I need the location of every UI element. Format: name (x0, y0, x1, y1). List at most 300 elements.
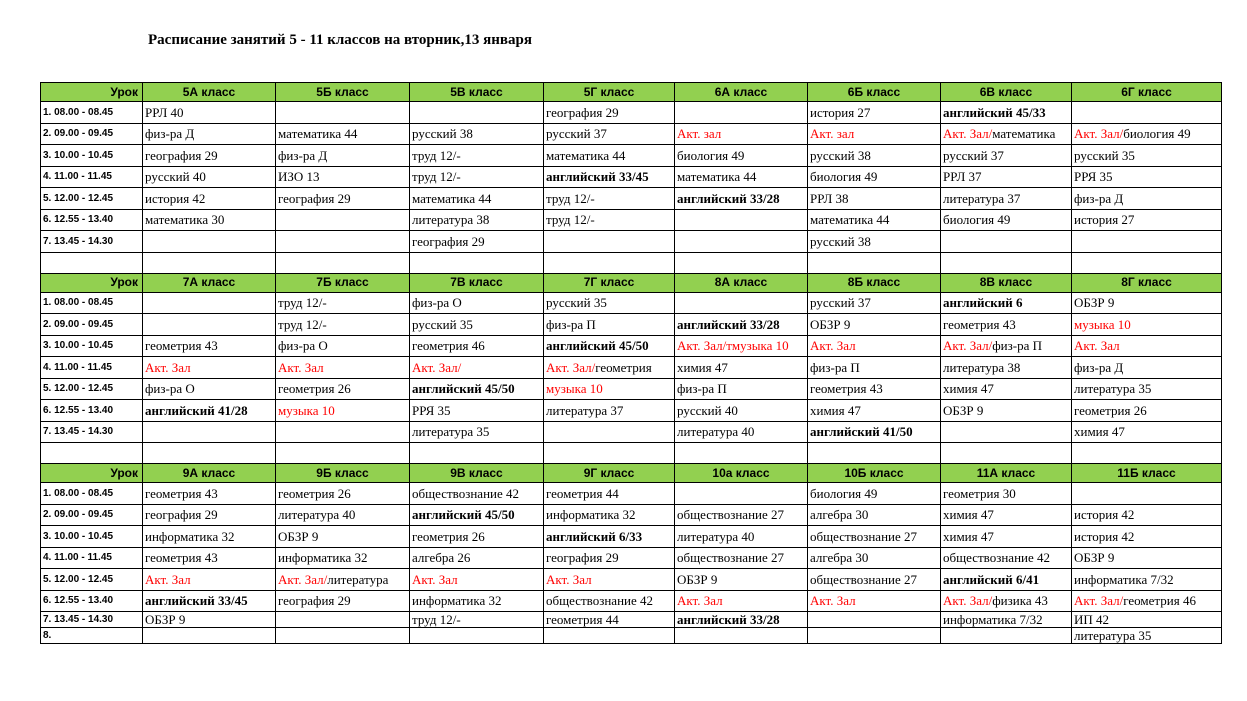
schedule-cell (410, 102, 544, 124)
subject-text: ОБЗР 9 (810, 316, 851, 332)
schedule-cell (544, 504, 675, 526)
class-column-header: 7Г класс (544, 273, 675, 292)
schedule-cell (1072, 166, 1222, 188)
subject-text: литература 40 (677, 528, 755, 544)
schedule-cell (808, 483, 941, 505)
schedule-cell (544, 102, 675, 124)
lesson-column-header: Урок (41, 83, 143, 102)
subject-text: русский 37 (943, 147, 1004, 163)
subject-text: Акт. Зал (546, 571, 592, 587)
schedule-cell (544, 335, 675, 357)
schedule-cell (410, 314, 544, 336)
lesson-time: 4. 11.00 - 11.45 (41, 357, 143, 379)
subject-text: геометрия 26 (412, 528, 485, 544)
subject-text: литература 38 (943, 359, 1021, 375)
schedule-cell (143, 483, 276, 505)
subject-text: РРЯ 35 (412, 402, 451, 418)
subject-text: химия 47 (810, 402, 861, 418)
schedule-cell (808, 569, 941, 591)
schedule-cell (1072, 547, 1222, 569)
schedule-table (40, 82, 1222, 644)
subject-text: русский 35 (1074, 147, 1135, 163)
subject-text: геометрия 30 (943, 485, 1016, 501)
subject-text: ОБЗР 9 (943, 402, 984, 418)
schedule-cell (808, 612, 941, 628)
schedule-cell (276, 231, 410, 253)
schedule-cell (675, 209, 808, 231)
subject-text: обществознание 42 (412, 485, 520, 501)
subject-text: Акт. Зал (810, 593, 856, 609)
schedule-cell (544, 590, 675, 612)
subject-text: труд 12/- (278, 295, 327, 311)
schedule-cell (941, 504, 1072, 526)
subject-text: физ-ра Д (1074, 359, 1124, 375)
schedule-cell (143, 188, 276, 210)
schedule-cell (1072, 102, 1222, 124)
schedule-cell (675, 292, 808, 314)
subject-text: информатика 7/32 (1074, 571, 1174, 587)
schedule-cell (941, 123, 1072, 145)
schedule-cell (1072, 569, 1222, 591)
subject-text: музыка 10 (546, 381, 603, 397)
subject-text: Акт. Зал (145, 359, 191, 375)
schedule-cell (808, 590, 941, 612)
schedule-cell (808, 526, 941, 548)
subject-text: Акт. Зал/тмузыка 10 (677, 338, 789, 354)
schedule-cell (808, 102, 941, 124)
block-header-row (41, 464, 1222, 483)
class-column-header: 10а класс (675, 464, 808, 483)
lesson-row (41, 504, 1222, 526)
lesson-row (41, 569, 1222, 591)
empty-cell (808, 443, 941, 464)
schedule-cell (675, 569, 808, 591)
subject-text: Акт. зал (677, 126, 722, 142)
schedule-cell (941, 188, 1072, 210)
schedule-cell (276, 569, 410, 591)
empty-cell (544, 252, 675, 273)
subject-text: английский 6/41 (943, 571, 1040, 587)
schedule-cell (544, 145, 675, 167)
subject-text: английский 45/50 (412, 381, 515, 397)
schedule-cell (143, 400, 276, 422)
empty-cell (410, 443, 544, 464)
lesson-time: 1. 08.00 - 08.45 (41, 292, 143, 314)
schedule-cell (276, 504, 410, 526)
subject-text: Акт. зал (810, 126, 855, 142)
subject-text: физ-ра Д (1074, 190, 1124, 206)
subject-text: английский 6/33 (546, 528, 643, 544)
lesson-time: 4. 11.00 - 11.45 (41, 166, 143, 188)
schedule-cell (1072, 231, 1222, 253)
schedule-cell (675, 188, 808, 210)
schedule-cell (675, 357, 808, 379)
schedule-cell (143, 590, 276, 612)
schedule-cell (410, 335, 544, 357)
subject-text: русский 40 (677, 402, 738, 418)
subject-text: химия 47 (1074, 424, 1125, 440)
class-column-header: 8В класс (941, 273, 1072, 292)
schedule-cell (675, 504, 808, 526)
subject-text: Акт. Зал/ (943, 338, 993, 354)
schedule-cell (276, 483, 410, 505)
lesson-time: 2. 09.00 - 09.45 (41, 123, 143, 145)
schedule-cell (143, 628, 276, 644)
schedule-cell (808, 231, 941, 253)
schedule-cell (143, 335, 276, 357)
schedule-cell (675, 335, 808, 357)
schedule-cell (1072, 357, 1222, 379)
schedule-cell (276, 400, 410, 422)
schedule-cell (808, 314, 941, 336)
schedule-cell (675, 628, 808, 644)
subject-text: английский 45/50 (546, 338, 649, 354)
lesson-row (41, 547, 1222, 569)
subject-text: Акт. Зал (810, 338, 856, 354)
schedule-cell (544, 292, 675, 314)
schedule-cell (410, 166, 544, 188)
schedule-cell (808, 166, 941, 188)
schedule-cell (544, 357, 675, 379)
lesson-row (41, 612, 1222, 628)
class-column-header: 8Г класс (1072, 273, 1222, 292)
lesson-row (41, 378, 1222, 400)
schedule-cell (276, 314, 410, 336)
schedule-cell (941, 378, 1072, 400)
subject-text: химия 47 (943, 381, 994, 397)
class-column-header: 7А класс (143, 273, 276, 292)
schedule-cell (410, 231, 544, 253)
subject-text: физ-ра О (278, 338, 328, 354)
schedule-cell (410, 292, 544, 314)
subject-text: Акт. Зал/ (546, 359, 596, 375)
lesson-time: 7. 13.45 - 14.30 (41, 612, 143, 628)
class-column-header: 6А класс (675, 83, 808, 102)
subject-text: химия 47 (943, 507, 994, 523)
schedule-cell (1072, 335, 1222, 357)
schedule-cell (410, 421, 544, 443)
subject-text: английский 33/45 (546, 169, 649, 185)
subject-text: английский 33/28 (677, 190, 780, 206)
lesson-time: 1. 08.00 - 08.45 (41, 483, 143, 505)
subject-text: история 27 (810, 104, 871, 120)
schedule-cell (1072, 378, 1222, 400)
subject-text: физ-ра П (677, 381, 727, 397)
lesson-row (41, 590, 1222, 612)
lesson-row (41, 421, 1222, 443)
subject-text: геометрия 44 (546, 612, 619, 627)
schedule-cell (276, 209, 410, 231)
schedule-cell (276, 378, 410, 400)
schedule-cell (941, 569, 1072, 591)
schedule-cell (410, 547, 544, 569)
class-column-header: 11Б класс (1072, 464, 1222, 483)
subject-text: английский 41/50 (810, 424, 913, 440)
subject-text: Акт. Зал (412, 571, 458, 587)
subject-text: ОБЗР 9 (677, 571, 718, 587)
schedule-cell (544, 569, 675, 591)
empty-cell (143, 443, 276, 464)
class-column-header: 9А класс (143, 464, 276, 483)
schedule-cell (675, 590, 808, 612)
subject-text: геометрия 26 (1074, 402, 1147, 418)
subject-text: труд 12/- (412, 147, 461, 163)
schedule-cell (544, 123, 675, 145)
subject-text: Акт. Зал/ (1074, 593, 1124, 609)
schedule-cell (143, 123, 276, 145)
schedule-cell (410, 526, 544, 548)
subject-text: литература 35 (1074, 381, 1152, 397)
schedule-cell (941, 483, 1072, 505)
subject-text: физ-ра П (546, 316, 596, 332)
lesson-time: 7. 13.45 - 14.30 (41, 421, 143, 443)
subject-text: музыка 10 (1074, 316, 1131, 332)
lesson-row (41, 231, 1222, 253)
schedule-cell (143, 231, 276, 253)
subject-text: информатика 32 (412, 593, 502, 609)
schedule-cell (544, 166, 675, 188)
schedule-cell (276, 335, 410, 357)
schedule-cell (143, 421, 276, 443)
subject-text: труд 12/- (412, 169, 461, 185)
lesson-column-header: Урок (41, 464, 143, 483)
schedule-cell (276, 547, 410, 569)
subject-text: литература 35 (1074, 628, 1152, 643)
schedule-cell (941, 421, 1072, 443)
lesson-row (41, 209, 1222, 231)
schedule-cell (941, 231, 1072, 253)
empty-cell (941, 252, 1072, 273)
class-column-header: 8Б класс (808, 273, 941, 292)
block-header-row (41, 83, 1222, 102)
schedule-cell (675, 421, 808, 443)
schedule-cell (941, 526, 1072, 548)
schedule-cell (1072, 612, 1222, 628)
subject-text: география 29 (145, 507, 218, 523)
subject-text: геометрия 46 (1123, 593, 1196, 609)
subject-text: РРЛ 38 (810, 190, 849, 206)
subject-text: Акт. Зал (145, 571, 191, 587)
class-column-header: 7В класс (410, 273, 544, 292)
lesson-time: 1. 08.00 - 08.45 (41, 102, 143, 124)
subject-text: труд 12/- (278, 316, 327, 332)
schedule-cell (941, 292, 1072, 314)
empty-cell (1072, 443, 1222, 464)
empty-cell (41, 252, 143, 273)
subject-text: геометрия 44 (546, 485, 619, 501)
subject-text: математика 44 (677, 169, 757, 185)
subject-text: английский 41/28 (145, 402, 248, 418)
class-column-header: 9Б класс (276, 464, 410, 483)
schedule-cell (143, 292, 276, 314)
class-column-header: 6Б класс (808, 83, 941, 102)
schedule-cell (808, 378, 941, 400)
subject-text: история 42 (1074, 528, 1135, 544)
lesson-time: 2. 09.00 - 09.45 (41, 504, 143, 526)
subject-text: литература 37 (943, 190, 1021, 206)
empty-cell (544, 443, 675, 464)
schedule-cell (808, 547, 941, 569)
schedule-cell (1072, 526, 1222, 548)
subject-text: обществознание 27 (677, 507, 785, 523)
schedule-cell (675, 145, 808, 167)
subject-text: геометрия 46 (412, 338, 485, 354)
schedule-cell (410, 612, 544, 628)
schedule-cell (675, 102, 808, 124)
schedule-cell (276, 123, 410, 145)
schedule-cell (675, 166, 808, 188)
subject-text: английский 45/50 (412, 507, 515, 523)
subject-text: обществознание 27 (677, 550, 785, 566)
subject-text: математика 44 (412, 190, 492, 206)
class-column-header: 9Г класс (544, 464, 675, 483)
empty-cell (41, 443, 143, 464)
schedule-cell (410, 628, 544, 644)
spacer-row (41, 443, 1222, 464)
lesson-row (41, 314, 1222, 336)
subject-text: информатика 32 (278, 550, 368, 566)
schedule-cell (941, 166, 1072, 188)
subject-text: Акт. Зал/ (278, 571, 328, 587)
schedule-cell (941, 400, 1072, 422)
schedule-cell (544, 188, 675, 210)
schedule-cell (941, 209, 1072, 231)
lesson-time: 6. 12.55 - 13.40 (41, 209, 143, 231)
subject-text: геометрия 43 (943, 316, 1016, 332)
subject-text: физ-ра О (145, 381, 195, 397)
schedule-cell (808, 357, 941, 379)
class-column-header: 7Б класс (276, 273, 410, 292)
subject-text: обществознание 42 (943, 550, 1051, 566)
lesson-column-header: Урок (41, 273, 143, 292)
schedule-cell (941, 628, 1072, 644)
schedule-cell (276, 145, 410, 167)
subject-text: литература 37 (546, 402, 624, 418)
lesson-time: 7. 13.45 - 14.30 (41, 231, 143, 253)
schedule-cell (808, 504, 941, 526)
empty-cell (1072, 252, 1222, 273)
schedule-cell (276, 166, 410, 188)
subject-text: литература 40 (677, 424, 755, 440)
lesson-time: 5. 12.00 - 12.45 (41, 188, 143, 210)
schedule-cell (143, 378, 276, 400)
schedule-cell (410, 504, 544, 526)
subject-text: химия 47 (943, 528, 994, 544)
subject-text: история 42 (1074, 507, 1135, 523)
schedule-cell (143, 569, 276, 591)
schedule-cell (276, 590, 410, 612)
class-column-header: 10Б класс (808, 464, 941, 483)
schedule-cell (1072, 400, 1222, 422)
schedule-cell (808, 292, 941, 314)
subject-text: физ-ра Д (278, 147, 328, 163)
empty-cell (143, 252, 276, 273)
schedule-cell (941, 335, 1072, 357)
lesson-row (41, 292, 1222, 314)
schedule-cell (410, 188, 544, 210)
schedule-cell (143, 166, 276, 188)
schedule-cell (544, 314, 675, 336)
subject-text: английский 6 (943, 295, 1023, 311)
subject-text: русский 37 (810, 295, 871, 311)
subject-text: ИП 42 (1074, 612, 1110, 627)
subject-text: ИЗО 13 (278, 169, 320, 185)
schedule-cell (675, 314, 808, 336)
schedule-cell (1072, 123, 1222, 145)
schedule-cell (1072, 314, 1222, 336)
subject-text: русский 38 (412, 126, 473, 142)
subject-text: информатика 32 (145, 528, 235, 544)
schedule-cell (143, 145, 276, 167)
schedule-cell (410, 569, 544, 591)
subject-text: геометрия 26 (278, 381, 351, 397)
subject-text: русский 40 (145, 169, 206, 185)
schedule-cell (276, 357, 410, 379)
empty-cell (675, 252, 808, 273)
schedule-cell (276, 628, 410, 644)
schedule-cell (276, 526, 410, 548)
subject-text: информатика 32 (546, 507, 636, 523)
schedule-cell (143, 526, 276, 548)
subject-text: русский 38 (810, 147, 871, 163)
subject-text: биология 49 (677, 147, 745, 163)
schedule-cell (410, 209, 544, 231)
subject-text: математика 30 (145, 212, 225, 228)
schedule-cell (675, 123, 808, 145)
schedule-cell (675, 526, 808, 548)
schedule-cell (143, 504, 276, 526)
schedule-cell (410, 145, 544, 167)
subject-text: геометрия (595, 359, 652, 375)
schedule-cell (410, 357, 544, 379)
subject-text: биология 49 (810, 169, 878, 185)
schedule-cell (410, 400, 544, 422)
schedule-cell (941, 102, 1072, 124)
subject-text: английский 45/33 (943, 104, 1046, 120)
block-header-row (41, 273, 1222, 292)
schedule-cell (544, 483, 675, 505)
schedule-cell (143, 102, 276, 124)
empty-cell (410, 252, 544, 273)
subject-text: математика 44 (546, 147, 626, 163)
schedule-cell (143, 357, 276, 379)
schedule-cell (1072, 628, 1222, 644)
schedule-cell (1072, 504, 1222, 526)
subject-text: история 42 (145, 190, 206, 206)
subject-text: труд 12/- (412, 612, 461, 627)
schedule-cell (808, 421, 941, 443)
schedule-cell (1072, 483, 1222, 505)
schedule-cell (941, 547, 1072, 569)
subject-text: география 29 (145, 147, 218, 163)
subject-text: математика 44 (278, 126, 358, 142)
lesson-time: 2. 09.00 - 09.45 (41, 314, 143, 336)
schedule-cell (544, 400, 675, 422)
subject-text: физ-ра П (992, 338, 1042, 354)
subject-text: геометрия 43 (145, 550, 218, 566)
subject-text: русский 38 (810, 233, 871, 249)
schedule-cell (808, 145, 941, 167)
schedule-cell (675, 400, 808, 422)
lesson-time: 3. 10.00 - 10.45 (41, 335, 143, 357)
schedule-cell (941, 612, 1072, 628)
subject-text: Акт. Зал (278, 359, 324, 375)
subject-text: РРЛ 37 (943, 169, 982, 185)
schedule-cell (143, 314, 276, 336)
schedule-cell (143, 209, 276, 231)
subject-text: биология 49 (810, 485, 878, 501)
schedule-cell (941, 314, 1072, 336)
